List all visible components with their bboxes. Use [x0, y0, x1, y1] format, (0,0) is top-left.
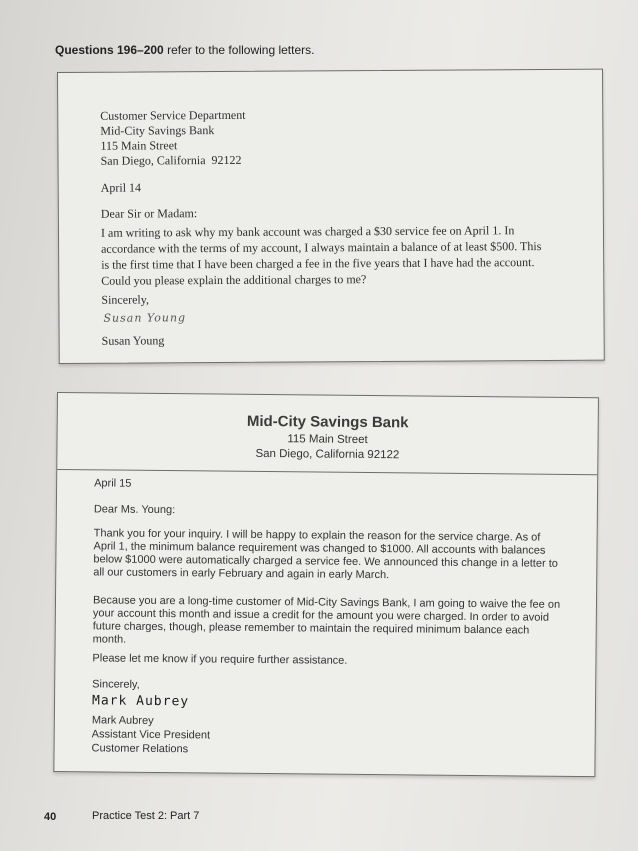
handwritten-signature: Susan Young	[103, 311, 187, 325]
signer-name: Mark Aubrey	[91, 714, 154, 727]
closing: Sincerely,	[92, 678, 140, 691]
bank-letter	[53, 392, 599, 777]
page-number: 40	[44, 811, 57, 823]
handwritten-signature: Mark Aubrey	[91, 693, 190, 710]
signer-title: Assistant Vice President	[91, 728, 211, 742]
letter-paragraph: Because you are a long-time customer of Mid-City Savings Bank, I am going to waive the fee on your account this month and issue a credit for the amount you were charged. In order to avoid future charges, though, please remember to maintain the required minimum balance each month.	[92, 594, 561, 646]
address-line: San Diego, California 92122	[100, 152, 242, 168]
bank-city: San Diego, California 92122	[255, 447, 400, 462]
address-line: Mid-City Savings Bank	[100, 123, 215, 138]
letter-paragraph: Thank you for your inquiry. I will be happy to explain the reason for the service charge. As of April 1, the minimum balance requirement was changed to $1000. All accounts with balances below $1000 were automatically charged a service fee. We announced this change in a letter to all our customers in early February and again in early March.	[93, 527, 558, 582]
bank-street: 115 Main Street	[287, 433, 368, 446]
address-line: Customer Service Department	[100, 107, 246, 123]
letter-date: April 14	[100, 180, 142, 195]
customer-letter	[57, 69, 605, 364]
salutation: Dear Ms. Young:	[93, 503, 176, 517]
letter-further: Please let me know if you require further assistance.	[92, 652, 348, 667]
letter-date: April 15	[94, 477, 132, 490]
letter-body: I am writing to ask why my bank account was charged a $30 service fee on April 1. In accordance with the terms of my account, I always maintain a balance of at least $500. This is the first time that I have been charged a fee in the five years that I have had the account. Could you please explain the additional charges to me?	[100, 223, 542, 288]
questions-heading	[55, 43, 314, 57]
salutation: Dear Sir or Madam:	[100, 206, 198, 221]
questions-range: Questions 196–200	[55, 43, 164, 57]
signer-department: Customer Relations	[91, 742, 189, 756]
letterhead	[57, 393, 598, 475]
questions-heading-rest: refer to the following letters.	[163, 43, 315, 57]
section-title: Practice Test 2: Part 7	[92, 810, 200, 822]
bank-name: Mid-City Savings Bank	[246, 412, 409, 432]
recipient-address	[100, 108, 246, 169]
closing: Sincerely,	[101, 292, 149, 307]
address-line: 115 Main Street	[100, 138, 178, 153]
signature-block	[92, 713, 211, 756]
sender-name: Susan Young	[101, 333, 165, 348]
